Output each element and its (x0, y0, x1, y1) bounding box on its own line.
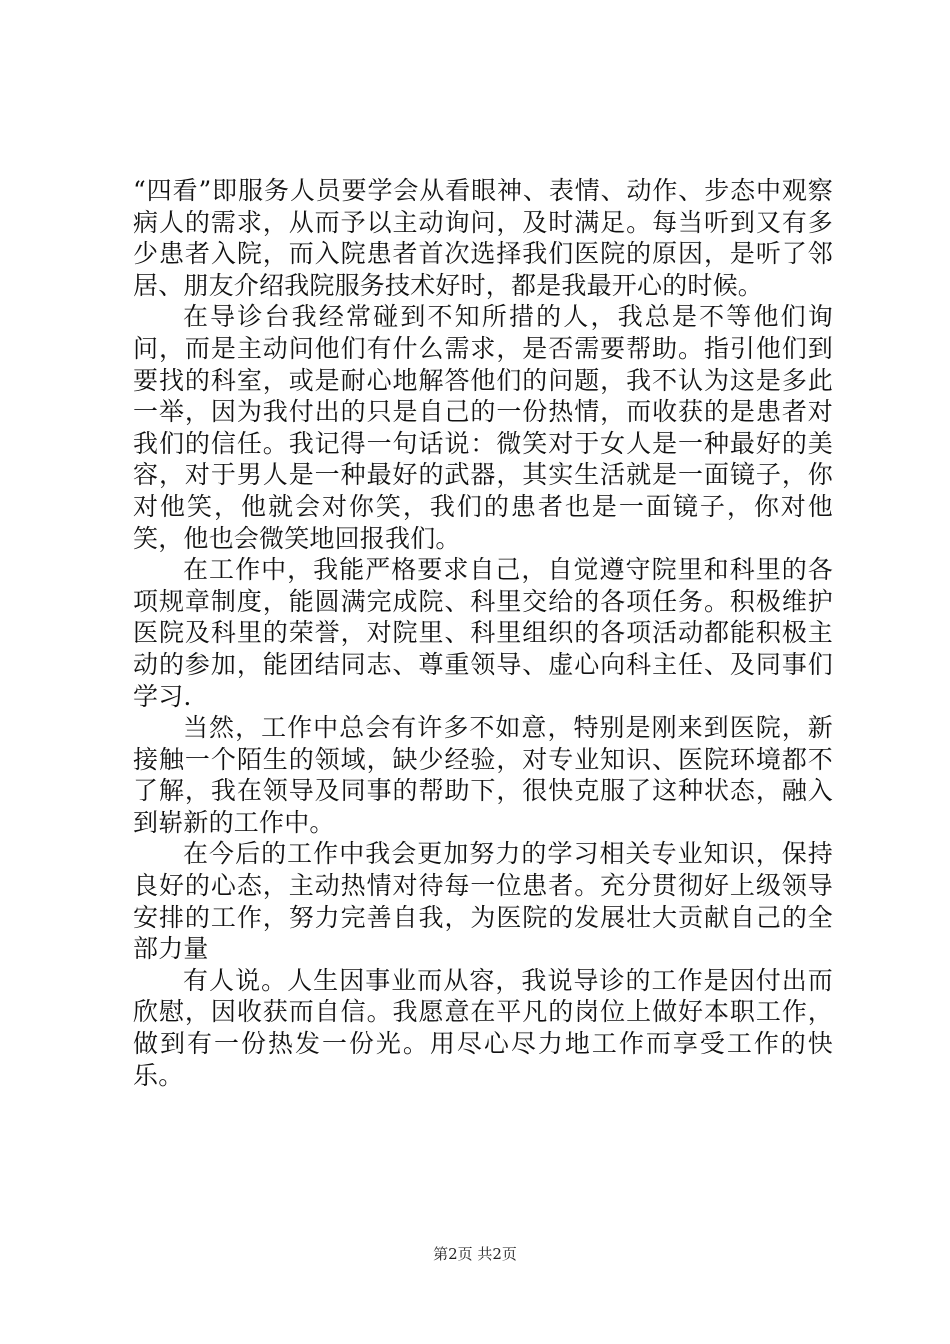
paragraph: 有人说。人生因事业而从容，我说导诊的工作是因付出而欣慰，因收获而自信。我愿意在平凡的岗位上做好本职工作，做到有一份热发一份光。用尽心尽力地工作而享受工作的快乐。 (133, 965, 833, 1090)
paragraph: 在导诊台我经常碰到不知所措的人，我总是不等他们询问，而是主动问他们有什么需求，是否需要帮助。指引他们到要找的科室，或是耐心地解答他们的问题，我不认为这是多此一举，因为我付出的只是自己的一份热情，而收获的是患者对我们的信任。我记得一句话说：微笑对于女人是一种最好的美容，对于男人是一种最好的武器，其实生活就是一面镜子，你对他笑，他就会对你笑，我们的患者也是一面镜子，你对他笑，他也会微笑地回报我们。 (133, 302, 833, 553)
paragraph: 当然，工作中总会有许多不如意，特别是刚来到医院，新接触一个陌生的领域，缺少经验，对专业知识、医院环境都不了解，我在领导及同事的帮助下，很快克服了这种状态，融入到崭新的工作中。 (133, 713, 833, 837)
paragraph: 在今后的工作中我会更加努力的学习相关专业知识，保持良好的心态，主动热情对待每一位患者。充分贯彻好上级领导安排的工作，努力完善自我，为医院的发展壮大贡献自己的全部力量 (133, 839, 833, 964)
paragraph-continuation: “四看”即服务人员要学会从看眼神、表情、动作、步态中观察病人的需求，从而予以主动询问，及时满足。每当听到又有多少患者入院，而入院患者首次选择我们医院的原因，是听了邻居、朋友介绍我院服务技术好时，都是我最开心的时候。 (133, 176, 833, 300)
paragraph: 在工作中，我能严格要求自己，自觉遵守院里和科里的各项规章制度，能圆满完成院、科里交给的各项任务。积极维护医院及科里的荣誉，对院里、科里组织的各项活动都能积极主动的参加，能团结同志、尊重领导、虚心向科主任、及同事们学习. (133, 555, 833, 711)
document-body (133, 175, 833, 1091)
page-number-footer: 第2页 共2页 (433, 1245, 517, 1263)
